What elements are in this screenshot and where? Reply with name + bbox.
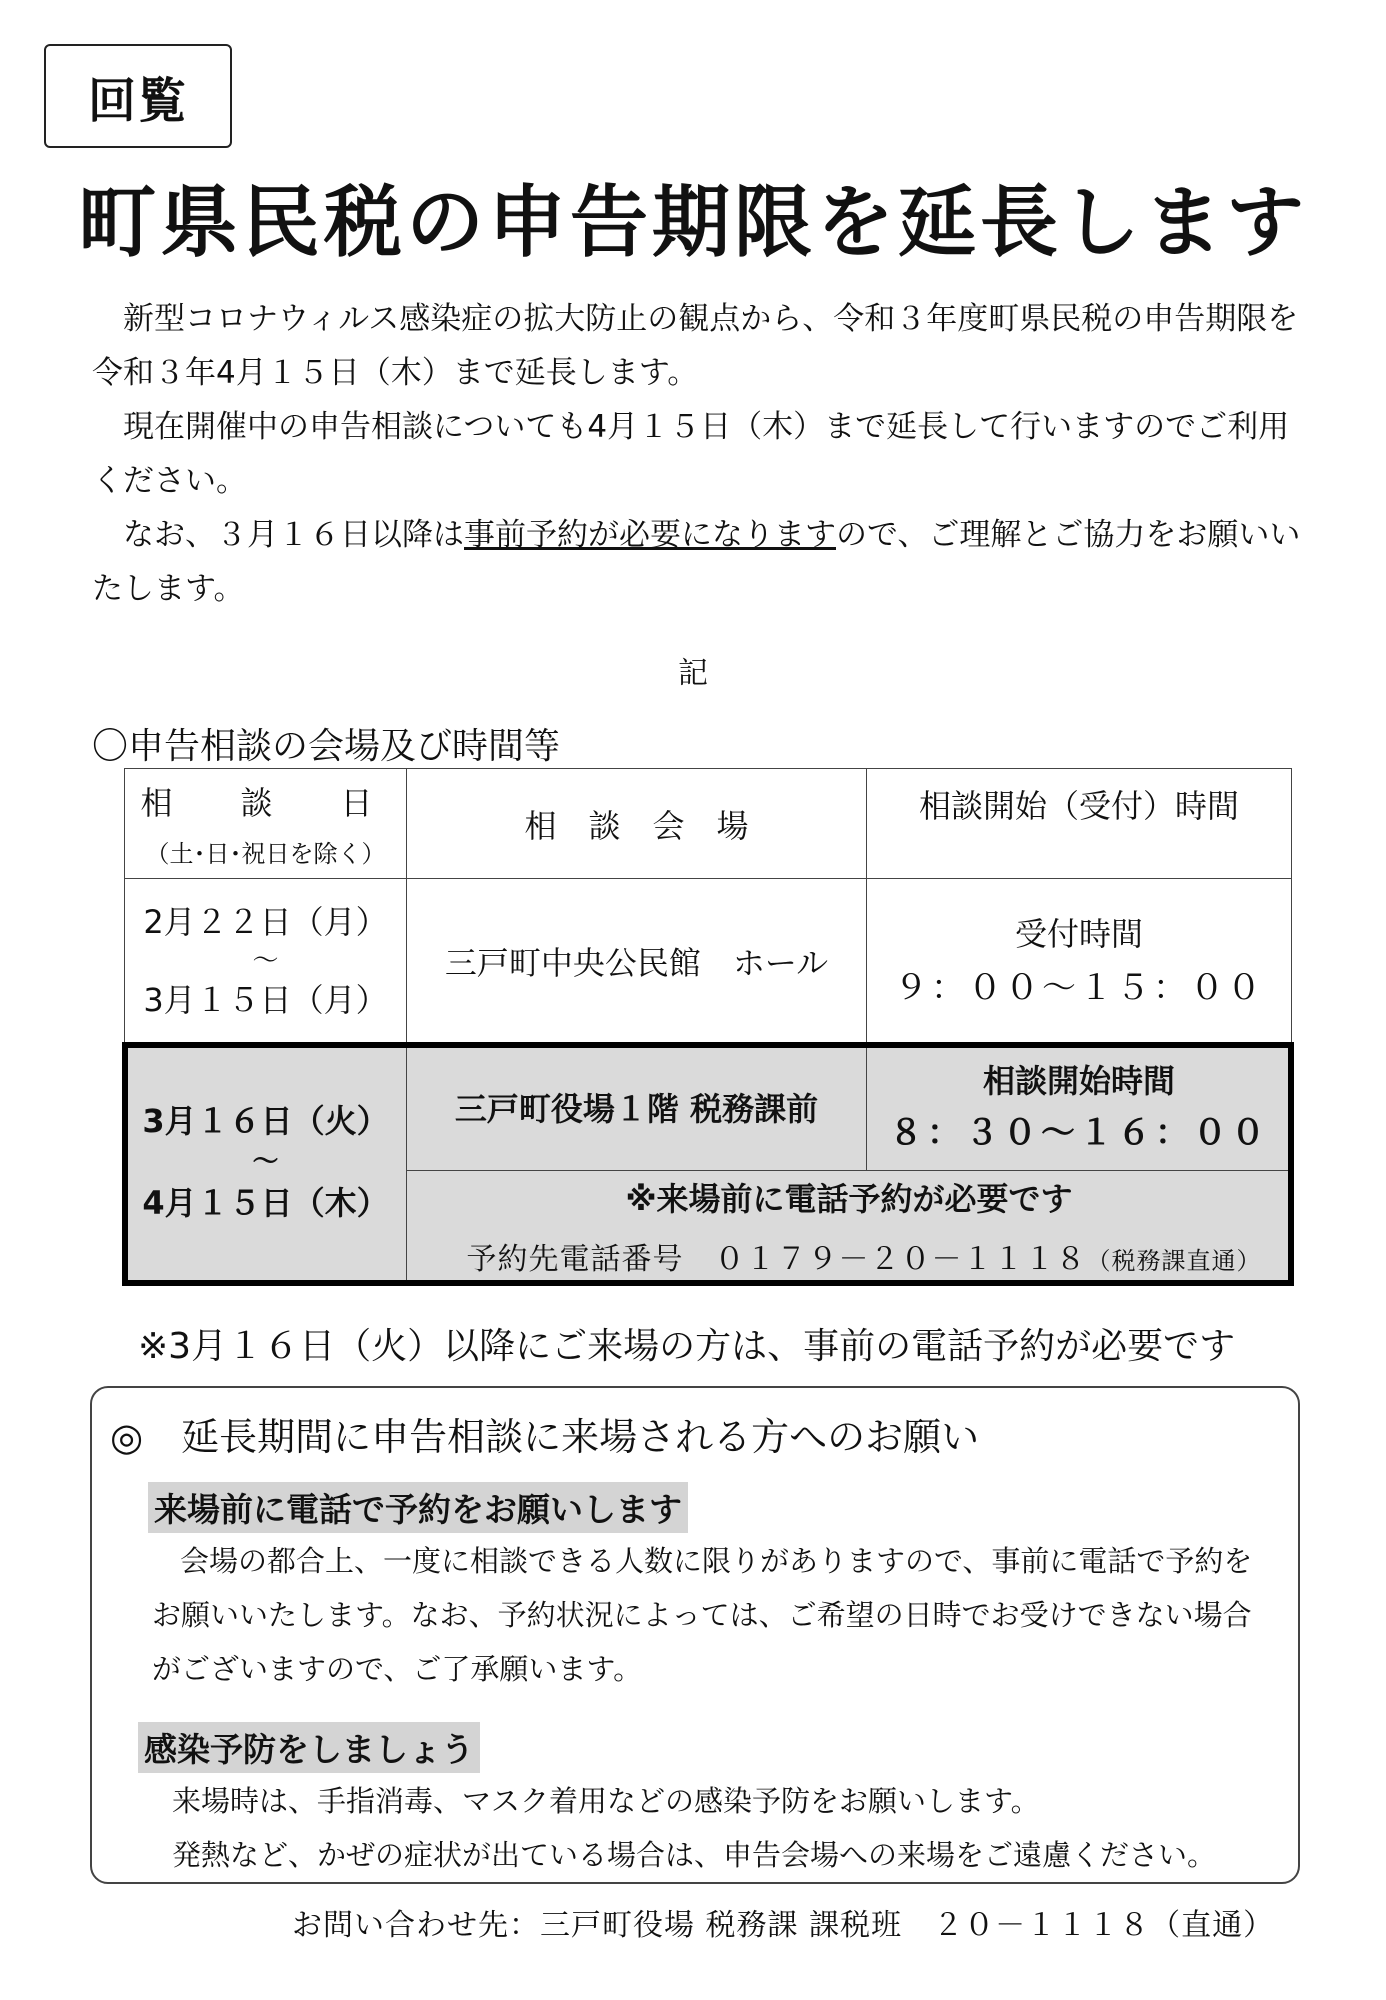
contact-footer: お問い合わせ先：三戸町役場 税務課 課税班 ２０－１１１８（直通） — [292, 1908, 1275, 1943]
table-row — [125, 879, 1292, 1043]
table-header-row — [125, 769, 1292, 879]
request-text-1 — [152, 1534, 1252, 1696]
request-box — [90, 1386, 1300, 1884]
request-text-1-line-2: お願いいたします。なお、予約状況によっては、ご希望の日時でお受けできない場合 — [152, 1598, 1252, 1632]
reserve-phone-label: 予約先電話番号 ０１７９－２０－１１１８ — [466, 1241, 1087, 1277]
header-venue: 相 談 会 場 — [407, 769, 867, 879]
intro-paragraph-2: 現在開催中の申告相談についても4月１５日（木）まで延長して行いますのでご利用ください。 — [92, 409, 1290, 499]
header-time: 相談開始（受付）時間 — [867, 769, 1292, 879]
intro-paragraph-3 — [92, 508, 1312, 616]
schedule-table — [124, 768, 1292, 1281]
row2-time — [867, 1043, 1292, 1171]
row1-time-value: ９：００〜１５：００ — [894, 967, 1264, 1008]
intro-p3-before: なお、３月１６日以降は — [123, 517, 464, 553]
row2-time-value: ８：３０〜１６：００ — [889, 1112, 1269, 1153]
row2-tilde: 〜 — [252, 1146, 279, 1177]
reservation-note: ※3月１６日（火）以降にご来場の方は、事前の電話予約が必要です — [138, 1326, 1236, 1367]
request-heading-1: 来場前に電話で予約をお願いします — [148, 1482, 688, 1533]
row2-reserve — [407, 1171, 1292, 1281]
header-date-note: （土･日･祝日を除く） — [145, 840, 386, 868]
intro-paragraph-1: 新型コロナウィルス感染症の拡大防止の観点から、令和３年度町県民税の申告期限を令和３年4月１５日（木）まで延長します。 — [92, 301, 1299, 391]
reserve-note: ※来場前に電話予約が必要です — [625, 1179, 1073, 1218]
row1-date-start: 2月２２日（月） — [143, 902, 388, 941]
row1-date — [125, 879, 407, 1043]
intro-p3-after: ので、ご理解とご協力をお願いいたします。 — [92, 517, 1301, 607]
reserve-phone-suffix: （税務課直通） — [1086, 1246, 1262, 1275]
request-text-1-line-3: がございますので、ご了承願います。 — [152, 1652, 643, 1686]
row2-date-end: 4月１５日（木） — [142, 1183, 389, 1222]
header-date-label: 相 談 日 — [140, 784, 391, 822]
ki-mark: 記 — [678, 656, 708, 691]
circulation-label: 回覧 — [44, 44, 232, 148]
intro-text — [92, 292, 1312, 616]
schedule-heading: 〇申告相談の会場及び時間等 — [92, 726, 561, 767]
request-text-2-line-2: 発熱など、かぜの症状が出ている場合は、申告会場への来場をご遠慮ください。 — [172, 1838, 1217, 1872]
request-title: ◎ 延長期間に申告相談に来場される方へのお願い — [110, 1415, 980, 1459]
request-text-1-line-1: 会場の都合上、一度に相談できる人数に限りがありますので、事前に電話で予約を — [180, 1544, 1253, 1578]
row2-venue: 三戸町役場１階 税務課前 — [407, 1043, 867, 1171]
request-text-2 — [172, 1774, 1216, 1882]
row2-date — [125, 1043, 407, 1281]
row1-tilde: 〜 — [252, 945, 279, 976]
row1-venue: 三戸町中央公民館 ホール — [407, 879, 867, 1043]
reserve-phone — [407, 1234, 1291, 1278]
row2-time-label: 相談開始時間 — [982, 1061, 1175, 1100]
row2-date-start: 3月１６日（火） — [142, 1101, 389, 1140]
row1-date-end: 3月１５日（月） — [143, 980, 388, 1019]
table-row — [125, 1043, 1292, 1171]
page-title: 町県民税の申告期限を延長します — [77, 178, 1308, 268]
request-text-2-line-1: 来場時は、手指消毒、マスク着用などの感染予防をお願いします。 — [172, 1784, 1040, 1818]
request-heading-2: 感染予防をしましょう — [138, 1722, 480, 1773]
reservation-required-underline: 事前予約が必要になります — [464, 517, 836, 553]
row1-time — [867, 879, 1292, 1043]
row1-time-label: 受付時間 — [1014, 914, 1143, 953]
header-date — [125, 769, 407, 879]
